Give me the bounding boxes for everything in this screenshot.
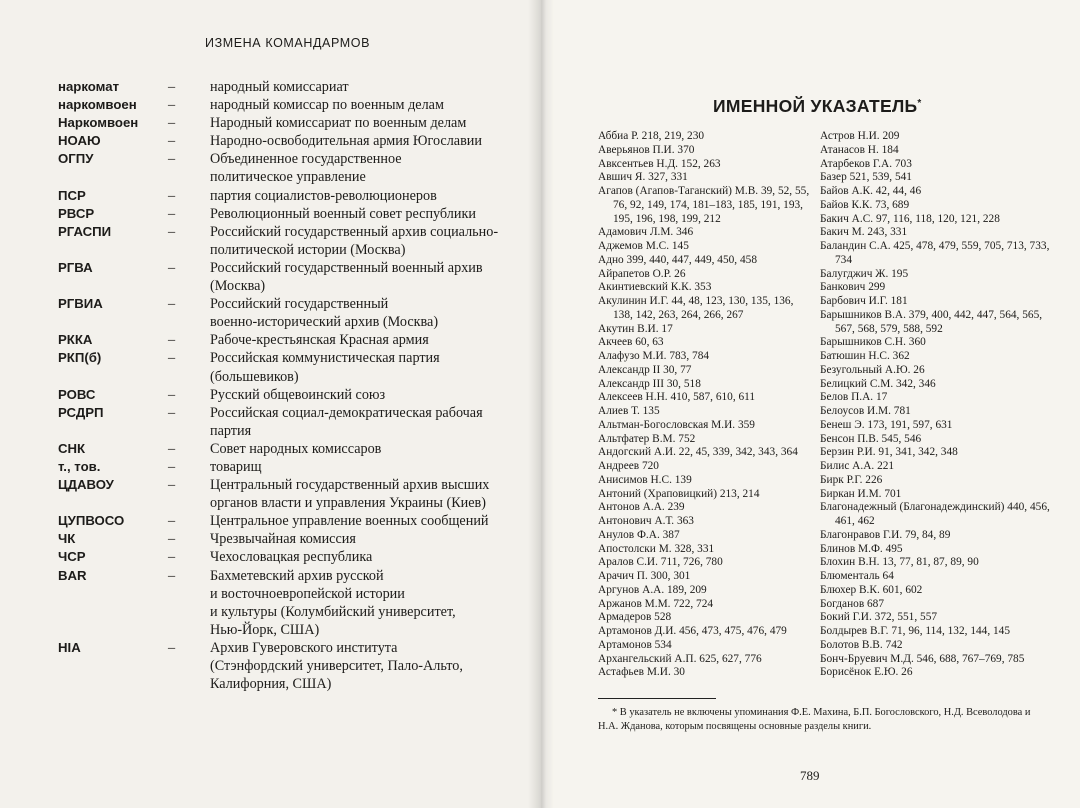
abbreviation-definition <box>210 78 508 96</box>
index-entry: Астров Н.И. 209 <box>820 130 900 142</box>
abbreviation-row <box>58 567 508 639</box>
index-entry: Блинов М.Ф. 495 <box>820 542 903 555</box>
abbreviation-row <box>58 386 508 404</box>
index-entry: Армадеров 528 <box>598 611 672 624</box>
abbreviation-definition <box>210 96 508 114</box>
definition-line: Русский общевоинский союз <box>210 386 386 403</box>
abbreviation-term: РВСР <box>58 205 95 221</box>
index-entry: Благонадежный (Благонадеждинский) 440, 456, 461, 462 <box>820 501 1050 527</box>
abbreviation-definition <box>210 476 508 512</box>
index-entry: Алексеев Н.Н. 410, 587, 610, 611 <box>598 391 756 404</box>
abbreviation-row <box>58 205 508 223</box>
abbreviation-row <box>58 259 508 295</box>
index-entry: Аргунов А.А. 189, 209 <box>598 583 707 596</box>
abbreviation-dash: – <box>168 296 176 313</box>
index-entry: Антоний (Храповицкий) 213, 214 <box>598 487 760 500</box>
abbreviation-term: наркомат <box>58 79 120 94</box>
abbreviation-term: РОВС <box>58 386 96 402</box>
index-entry: Андогский А.И. 22, 45, 339, 342, 343, 364 <box>598 446 798 459</box>
index-entry: Адамович Л.М. 346 <box>598 226 694 239</box>
footnote: * В указатель не включены упоминания Ф.Е. Махина, Б.П. Богословского, Н.Д. Всеволодова и Н.А. Жданова, которым посвящены основные разделы книги. <box>598 707 1031 732</box>
index-entry: Барышников С.Н. 360 <box>820 336 926 349</box>
index-entry: Берзин Р.И. 91, 341, 342, 348 <box>820 446 958 459</box>
index-entry: Антонович А.Т. 363 <box>598 515 694 527</box>
definition-line: (большевиков) <box>210 368 299 385</box>
abbreviation-term: ОГПУ <box>58 151 94 167</box>
index-entry: Биркан И.М. 701 <box>820 487 902 500</box>
index-entry: Анулов Ф.А. 387 <box>598 528 680 541</box>
abbreviation-term: РКП(б) <box>58 350 102 366</box>
index-entry: Аралов С.И. 711, 726, 780 <box>598 556 723 569</box>
abbreviation-dash: – <box>168 259 176 276</box>
definition-line: военно-исторический архив (Москва) <box>210 314 439 331</box>
index-entry: Аджемов М.С. 145 <box>598 240 689 252</box>
abbreviation-row <box>58 96 508 114</box>
definition-line: Российская социал-демократическая рабочая <box>210 404 483 421</box>
abbreviation-term: РГВА <box>58 259 93 275</box>
abbreviation-definition <box>210 187 508 205</box>
abbreviation-definition <box>210 223 508 259</box>
definition-line: и культуры (Колумбийский университет, <box>210 603 456 620</box>
definition-line: народный комиссариат <box>210 79 349 95</box>
book-gutter <box>528 0 554 808</box>
index-entry: Безугольный А.Ю. 26 <box>820 363 925 376</box>
index-entry: Бакич А.С. 97, 116, 118, 120, 121, 228 <box>820 212 1000 225</box>
abbreviation-term: ЧК <box>58 531 76 547</box>
index-entry: Благонравов Г.И. 79, 84, 89 <box>820 528 951 541</box>
abbreviation-definition <box>210 548 508 566</box>
abbreviation-definition <box>210 205 508 223</box>
index-entry: Альтман-Богословская М.И. 359 <box>598 418 755 431</box>
index-entry: Алиев Т. 135 <box>598 405 660 417</box>
index-entry: Антонов А.А. 239 <box>598 501 685 514</box>
abbreviation-dash: – <box>168 386 176 403</box>
index-entry: Атарбеков Г.А. 703 <box>820 157 912 170</box>
index-entry: Блюменталь 64 <box>820 570 894 582</box>
abbreviation-dash: – <box>168 133 176 150</box>
index-entry: Борисёнок Е.Ю. 26 <box>820 666 913 679</box>
abbreviation-term: Наркомвоен <box>58 115 139 131</box>
definition-line: Российский государственный архив социально- <box>210 223 499 240</box>
abbreviation-row <box>58 530 508 548</box>
abbreviation-row <box>58 150 508 186</box>
definition-line: Чрезвычайная комиссия <box>210 531 356 548</box>
abbreviation-row <box>58 404 508 440</box>
index-entry: Болдырев В.Г. 71, 96, 114, 132, 144, 145 <box>820 625 1011 637</box>
index-entry: Акутин В.И. 17 <box>598 322 673 335</box>
index-entry: Аббиа Р. 218, 219, 230 <box>598 130 705 142</box>
footnote-rule <box>598 698 716 699</box>
definition-line: Центральное управление военных сообщений <box>210 513 489 530</box>
abbreviation-definition <box>210 440 508 458</box>
abbreviation-row <box>58 349 508 385</box>
abbreviation-term: НОАЮ <box>58 133 101 149</box>
index-entry: Аржанов М.М. 722, 724 <box>598 597 714 610</box>
abbreviation-term: РГВИА <box>58 296 103 312</box>
abbreviation-term: РСДРП <box>58 404 104 420</box>
index-entry: Баландин С.А. 425, 478, 479, 559, 705, 713, 733, 734 <box>820 240 1050 266</box>
index-entry: Аверьянов П.И. 370 <box>598 143 695 156</box>
index-entry: Базер 521, 539, 541 <box>820 171 912 184</box>
definition-line: Российская коммунистическая партия <box>210 350 440 367</box>
abbreviation-row <box>58 114 508 132</box>
abbreviation-definition <box>210 404 508 440</box>
definition-line: Чехословацкая республика <box>210 549 373 566</box>
definition-line: товарищ <box>210 458 262 475</box>
index-entry: Бокий Г.И. 372, 551, 557 <box>820 611 938 624</box>
index-entry: Артамонов 534 <box>598 638 672 651</box>
index-entry: Богданов 687 <box>820 597 885 610</box>
index-entry: Бирк Р.Г. 226 <box>820 473 883 486</box>
running-head: ИЗМЕНА КОМАНДАРМОВ <box>205 36 371 50</box>
abbreviation-row <box>58 187 508 205</box>
abbreviation-definition <box>210 331 508 349</box>
index-entry: Билис А.А. 221 <box>820 460 895 472</box>
index-entry: Болотов В.В. 742 <box>820 638 903 651</box>
abbreviation-row <box>58 476 508 512</box>
index-entry: Акчеев 60, 63 <box>598 336 664 349</box>
definition-line: Российский государственный <box>210 296 389 313</box>
footnote-marker: * <box>917 98 922 109</box>
definition-line: Революционный военный совет республики <box>210 205 476 222</box>
abbreviation-list <box>58 78 508 693</box>
abbreviation-row <box>58 295 508 331</box>
abbreviation-dash: – <box>168 531 176 548</box>
abbreviation-dash: – <box>168 567 176 584</box>
index-entry: Авшич Я. 327, 331 <box>598 171 688 184</box>
definition-line: Нью-Йорк, США) <box>210 621 320 638</box>
abbreviation-dash: – <box>168 205 176 222</box>
definition-line: Совет народных комиссаров <box>210 440 382 457</box>
index-entry: Бенсон П.В. 545, 546 <box>820 432 922 445</box>
abbreviation-term: РГАСПИ <box>58 223 112 239</box>
index-entry: Батюшин Н.С. 362 <box>820 350 910 362</box>
abbreviation-dash: – <box>168 549 176 566</box>
abbreviation-row <box>58 132 508 150</box>
definition-line: (Москва) <box>210 278 266 295</box>
index-entry: Белов П.А. 17 <box>820 391 888 404</box>
abbreviation-term: РККА <box>58 332 93 348</box>
abbreviation-term: т., тов. <box>58 458 101 474</box>
abbreviation-row <box>58 512 508 530</box>
index-entry: Балугджич Ж. 195 <box>820 267 909 280</box>
abbreviation-row <box>58 458 508 476</box>
index-entry: Авксентьев Н.Д. 152, 263 <box>598 157 721 170</box>
definition-line: народный комиссар по военным делам <box>210 97 444 114</box>
definition-line: Архив Гуверовского института <box>210 639 398 656</box>
abbreviation-dash: – <box>168 97 176 114</box>
definition-line: Калифорния, США) <box>210 676 332 693</box>
abbreviation-definition <box>210 150 508 186</box>
index-entry: Байов К.К. 73, 689 <box>820 198 910 211</box>
index-entry: Апостолски М. 328, 331 <box>598 542 715 555</box>
index-column-2 <box>820 130 1052 680</box>
index-entry: Анисимов Н.С. 139 <box>598 473 692 486</box>
abbreviation-definition <box>210 386 508 404</box>
abbreviation-dash: – <box>168 639 176 656</box>
index-entry: Акинтиевский К.К. 353 <box>598 281 712 294</box>
index-entry: Банкович 299 <box>820 281 886 294</box>
abbreviation-term: ПСР <box>58 187 86 203</box>
abbreviation-term: HIA <box>58 639 81 655</box>
index-entry: Агапов (Агапов-Таганский) М.В. 39, 52, 55, 76, 92, 149, 174, 181–183, 185, 191, 193, 195, 196, 198, 199, 212 <box>598 185 810 225</box>
abbreviation-row <box>58 639 508 693</box>
abbreviation-row <box>58 78 508 96</box>
index-entry: Астафьев М.И. 30 <box>598 666 685 679</box>
abbreviation-definition <box>210 639 508 693</box>
abbreviation-term: BAR <box>58 567 87 583</box>
abbreviation-definition <box>210 132 508 150</box>
index-entry: Артамонов Д.И. 456, 473, 475, 476, 479 <box>598 625 787 637</box>
abbreviation-row <box>58 440 508 458</box>
definition-line: Народно-освободительная армия Югославии <box>210 133 482 150</box>
definition-line: Центральный государственный архив высших <box>210 477 490 494</box>
index-entry: Акулинин И.Г. 44, 48, 123, 130, 135, 136, 138, 142, 263, 264, 266, 267 <box>598 295 794 321</box>
index-entry: Атанасов Н. 184 <box>820 143 899 156</box>
index-entry: Архангельский А.П. 625, 627, 776 <box>598 652 762 665</box>
abbreviation-definition <box>210 349 508 385</box>
abbreviation-term: ЦДАВОУ <box>58 477 114 493</box>
abbreviation-definition <box>210 259 508 295</box>
abbreviation-dash: – <box>168 151 176 168</box>
index-entry: Алафузо М.И. 783, 784 <box>598 350 710 362</box>
index-entry: Айрапетов О.Р. 26 <box>598 267 686 280</box>
index-entry: Александр II 30, 77 <box>598 363 692 376</box>
index-entry: Андреев 720 <box>598 460 659 472</box>
abbreviation-row <box>58 331 508 349</box>
index-entry: Байов А.К. 42, 44, 46 <box>820 185 922 197</box>
abbreviation-dash: – <box>168 458 176 475</box>
abbreviation-row <box>58 223 508 259</box>
definition-line: политическое управление <box>210 169 366 186</box>
abbreviation-definition <box>210 295 508 331</box>
abbreviation-term: ЦУПВОСО <box>58 513 125 529</box>
abbreviation-dash: – <box>168 513 176 530</box>
abbreviation-definition <box>210 530 508 548</box>
abbreviation-dash: – <box>168 404 176 421</box>
index-entry: Бакич М. 243, 331 <box>820 226 908 239</box>
index-column-1 <box>598 130 810 680</box>
abbreviation-term: ЧСР <box>58 549 86 565</box>
index-entry: Адно 399, 440, 447, 449, 450, 458 <box>598 253 757 266</box>
definition-line: (Стэнфордский университет, Пало-Альто, <box>210 658 463 674</box>
definition-line: и восточноевропейской истории <box>210 585 405 602</box>
abbreviation-dash: – <box>168 115 176 132</box>
abbreviation-term: СНК <box>58 440 86 456</box>
index-entry: Александр III 30, 518 <box>598 377 701 390</box>
definition-line: политической истории (Москва) <box>210 241 406 258</box>
index-entry: Блюхер В.К. 601, 602 <box>820 583 923 596</box>
index-entry: Альтфатер В.М. 752 <box>598 432 696 445</box>
abbreviation-dash: – <box>168 79 176 95</box>
index-entry: Белицкий С.М. 342, 346 <box>820 377 936 390</box>
abbreviation-dash: – <box>168 187 176 204</box>
abbreviation-dash: – <box>168 440 176 457</box>
abbreviation-dash: – <box>168 350 176 367</box>
abbreviation-definition <box>210 567 508 639</box>
definition-line: Объединенное государственное <box>210 151 402 168</box>
abbreviation-definition <box>210 512 508 530</box>
definition-line: партия социалистов-революционеров <box>210 187 437 204</box>
abbreviation-term: наркомвоен <box>58 97 137 113</box>
definition-line: Бахметевский архив русской <box>210 567 384 584</box>
abbreviation-row <box>58 548 508 566</box>
index-entry: Бенеш Э. 173, 191, 597, 631 <box>820 418 953 431</box>
abbreviation-dash: – <box>168 477 176 494</box>
index-entry: Барбович И.Г. 181 <box>820 295 908 307</box>
index-entry: Блохин В.Н. 13, 77, 81, 87, 89, 90 <box>820 556 979 569</box>
index-entry: Белоусов И.М. 781 <box>820 405 911 417</box>
index-entry: Бонч-Бруевич М.Д. 546, 688, 767–769, 785 <box>820 652 1025 665</box>
index-title-text: ИМЕННОЙ УКАЗАТЕЛЬ <box>713 96 918 116</box>
definition-line: органов власти и управления Украины (Киев) <box>210 495 486 512</box>
index-title <box>713 96 922 117</box>
page-number: 789 <box>800 768 820 783</box>
abbreviation-dash: – <box>168 332 176 349</box>
index-entry: Арачич П. 300, 301 <box>598 570 691 582</box>
abbreviation-definition <box>210 458 508 476</box>
definition-line: Рабоче-крестьянская Красная армия <box>210 332 429 349</box>
abbreviation-dash: – <box>168 223 176 240</box>
index-entry: Барышников В.А. 379, 400, 442, 447, 564, 565, 567, 568, 579, 588, 592 <box>820 308 1043 335</box>
abbreviation-definition <box>210 114 508 132</box>
definition-line: Российский государственный военный архив <box>210 259 483 276</box>
definition-line: Народный комиссариат по военным делам <box>210 115 467 132</box>
definition-line: партия <box>210 422 252 439</box>
